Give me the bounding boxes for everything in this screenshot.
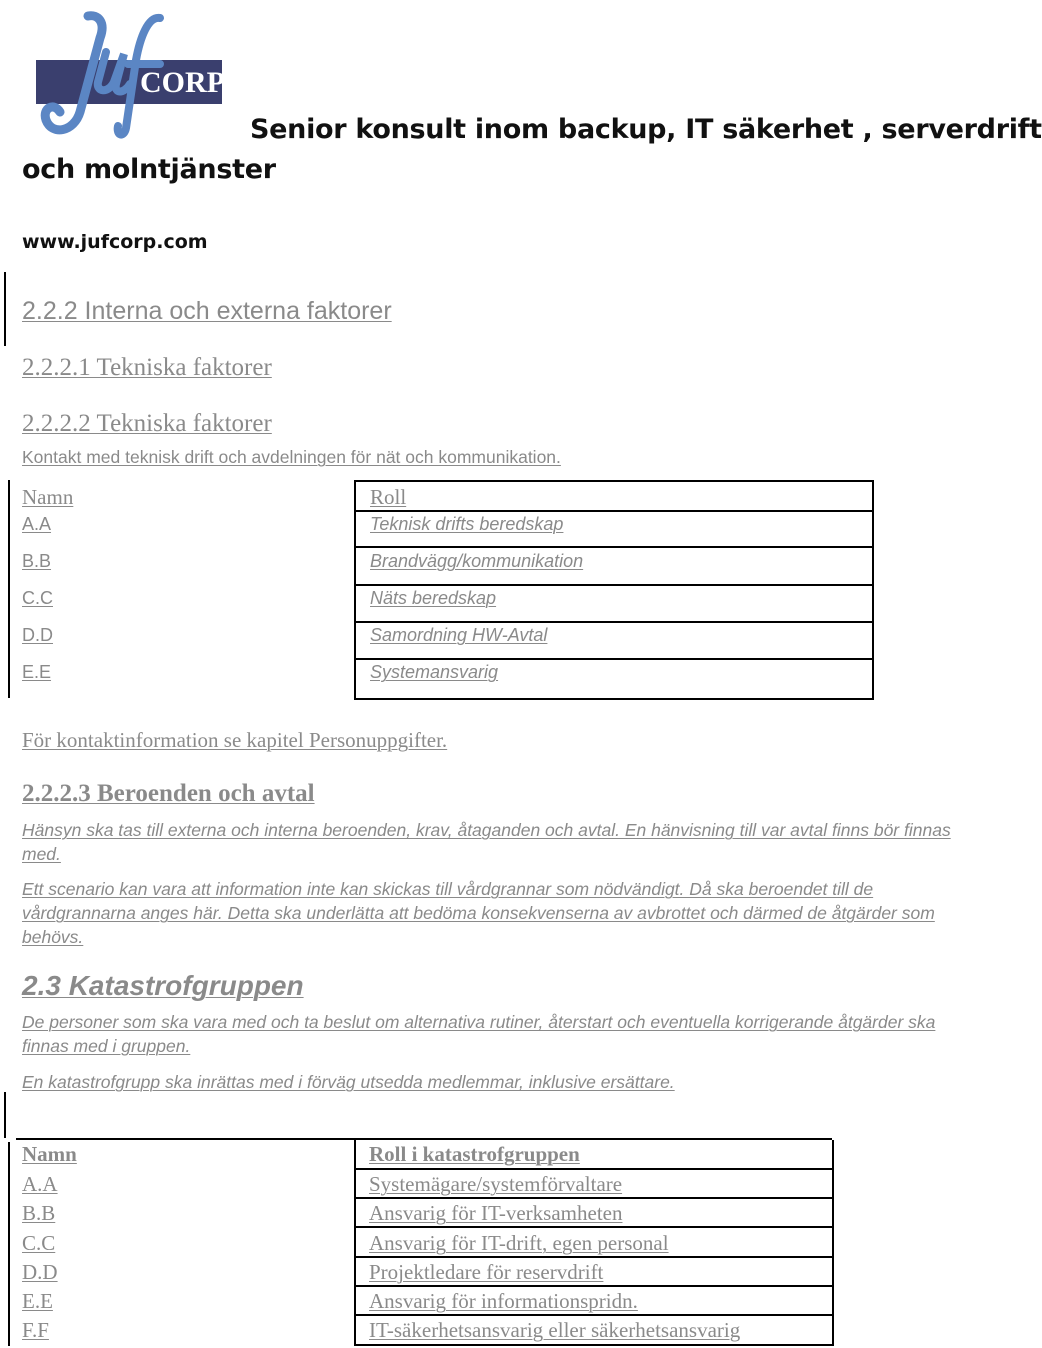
table-cell-role: Näts beredskap	[370, 588, 497, 608]
paragraph-group-members: De personer som ska vara med och ta beslut om alternativa rutiner, återstart och eventuella korrigerande åtgärder ska finnas med i gruppen.	[22, 1012, 936, 1056]
table-cell-role: Ansvarig för IT-verksamheten	[369, 1201, 623, 1225]
jufcorp-logo	[28, 8, 228, 140]
contact-intro: Kontakt med teknisk drift och avdelningen för nät och kommunikation.	[22, 447, 561, 467]
table-cell-name: A.A	[22, 514, 52, 534]
table-cell-name: E.E	[22, 662, 52, 682]
website-link[interactable]: www.jufcorp.com	[22, 231, 208, 253]
heading-2-2-2-3: 2.2.2.3 Beroenden och avtal	[22, 780, 315, 807]
document-title-line2: och molntjänster	[22, 154, 276, 185]
table-cell-name: C.C	[22, 1231, 56, 1255]
paragraph-dependencies: Hänsyn ska tas till externa och interna beroenden, krav, åtaganden och avtal. En hänvisning till var avtal finns bör finnas med.	[22, 820, 951, 864]
table-cell-role: IT-säkerhetsansvarig eller säkerhetsansvarig	[369, 1318, 741, 1342]
table-header-name: Namn	[22, 1142, 77, 1166]
logo-graphic	[28, 8, 228, 140]
table-cell-role: Ansvarig för IT-drift, egen personal	[369, 1231, 669, 1255]
table-rule	[354, 1256, 834, 1258]
table-cell-name: A.A	[22, 1172, 58, 1196]
table-left-border	[8, 1142, 10, 1346]
table-header-name: Namn	[22, 485, 74, 509]
table-cell-name: B.B	[22, 1201, 56, 1225]
table-cell-name: B.B	[22, 551, 52, 571]
change-bar	[4, 272, 6, 346]
table-cell-role: Ansvarig för informationspridn.	[369, 1289, 638, 1313]
heading-2-2-2: 2.2.2 Interna och externa faktorer	[22, 297, 392, 325]
table-cell-role: Samordning HW-Avtal	[370, 625, 548, 645]
heading-2-2-2-1: 2.2.2.1 Tekniska faktorer	[22, 354, 272, 381]
table-cell-role: Systemansvarig	[370, 662, 499, 682]
document-title-line1: Senior konsult inom backup, IT säkerhet , serverdrift	[250, 114, 1042, 145]
change-bar	[4, 1092, 6, 1138]
table-rule	[354, 1226, 834, 1228]
paragraph-scenario: Ett scenario kan vara att information inte kan skickas till vårdgrannar som nödvändigt. Då ska beroendet till de vårdgrannarna anges här. Detta ska underlätta att bedöma konsekvenserna av avbrottet och därmed de åtgärder som behövs.	[22, 879, 935, 947]
table-rule	[354, 658, 874, 660]
table-rule	[354, 621, 874, 623]
heading-2-2-2-2: 2.2.2.2 Tekniska faktorer	[22, 410, 272, 437]
table-cell-role: Teknisk drifts beredskap	[370, 514, 564, 534]
contact-table	[8, 480, 874, 698]
table-cell-role: Projektledare för reservdrift	[369, 1260, 604, 1284]
table-header-role: Roll i katastrofgruppen	[369, 1142, 580, 1166]
table-header-role: Roll	[370, 485, 407, 509]
paragraph-group-setup: En katastrofgrupp ska inrättas med i förväg utsedda medlemmar, inklusive ersättare.	[22, 1072, 675, 1092]
table-cell-name: F.F	[22, 1318, 49, 1342]
table-cell-name: E.E	[22, 1289, 53, 1313]
table-rule	[354, 510, 874, 512]
disaster-group-table	[8, 1138, 838, 1346]
table-rule	[354, 1168, 834, 1170]
contact-reference: För kontaktinformation se kapitel Personuppgifter.	[22, 728, 448, 752]
table-rule	[354, 1197, 834, 1199]
table-rule	[354, 546, 874, 548]
table-cell-role: Brandvägg/kommunikation	[370, 551, 584, 571]
table-cell-name: D.D	[22, 625, 53, 645]
svg-text:CORP.: CORP.	[140, 66, 230, 99]
table-cell-name: C.C	[22, 588, 53, 608]
table-rule	[354, 584, 874, 586]
table-cell-role: Systemägare/systemförvaltare	[369, 1172, 623, 1196]
table-left-border	[8, 480, 10, 698]
table-rule	[354, 1314, 834, 1316]
table-rule	[354, 1285, 834, 1287]
heading-2-3: 2.3 Katastrofgruppen	[22, 970, 304, 1001]
table-cell-name: D.D	[22, 1260, 58, 1284]
